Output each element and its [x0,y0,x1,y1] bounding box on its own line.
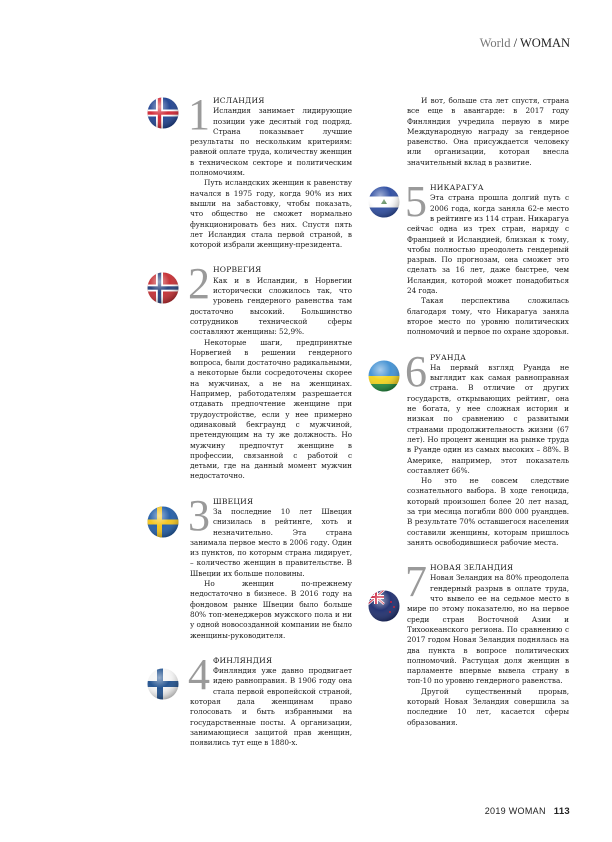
finland-flag-icon [147,668,179,700]
rank-number: 3 [188,490,210,540]
new-zealand-flag-icon [368,590,400,622]
header-separator: / [510,36,520,50]
right-column [407,96,569,728]
paragraph: Путь исландских женщин к равенству начался в 1975 году, когда 90% из них вышли на забастовку, чтобы показать, что общество не сможет нормально функционировать без них. Спустя пять лет Исландия стала первой страной, в которой избрали женщину-президента. [190,178,352,250]
paragraph: Эта страна прошла долгий путь с 2006 года, когда заняла 62-е место в рейтинге из 114 стран. Никарагуа сейчас одна из трех стран, наряду с Францией и Исландией, близкая к тому, чтобы полностью преодолеть гендерный разрыв. По прогнозам, она сможет это сделать за 16 лет, даже быстрее, чем Исландия, которой может понадобиться 24 года. [407,193,569,296]
country-section-finland [188,649,352,749]
paragraph: Исландия занимает лидирующие позиции уже десятый год подряд. Страна показывает лучшие результаты по нескольким критериям: равной оплате труда, количеству женщин в техническом секторе и политическим полномочиям. [190,106,352,178]
paragraph: На первый взгляд Руанда не выглядит как самая равноправная страна. В отличие от других государств, открывающих рейтинг, она не богата, у нее сложная история и низкая по сравнению с развитыми странами продолжительность жизни (67 лет). Но процент женщин на рынке труда в Руанде один из самых высоких – 88%. В Америке, например, этот показатель составляет 66%. [407,362,569,475]
rank-number: 2 [188,259,210,309]
country-title: ШВЕЦИЯ [212,496,254,506]
paragraph: Новая Зеландия на 80% преодолела гендерный разрыв в оплате труда, что вывело ее на седьмое место в мире по этому показателю, но на первое среди стран Восточной Азии и Тихоокеанского региона. По сравнению с 2017 годом Новая Зеландия поднялась на два пункта в вопросе политических полномочий. Растущая доля женщин в парламенте впервые вывела страну в топ-10 по уровню гендерного равенства. [407,573,569,686]
country-title: РУАНДА [429,352,467,362]
nicaragua-flag-icon [368,186,400,218]
section-name: World [479,36,511,50]
issue-label: 2019 WOMAN [484,806,546,816]
rank-number: 1 [188,90,210,139]
country-section-new-zealand [405,557,569,728]
country-title: НОРВЕГИЯ [212,265,262,275]
paragraph: За последние 10 лет Швеция снизилась в рейтинге, хоть и незначительно. Эта страна занимала первое место в 2006 году. Один из пунктов, по которым страна лидирует, – количество женщин в правительстве. В Швеции их больше половины. [190,506,352,578]
paragraph: Но женщин по-прежнему недостаточно в бизнесе. В 2016 году на фондовом рынке Швеции было больше 80% топ-менеджеров мужского пола и ни у одной новосозданной компании не было женщины-руководителя. [190,579,352,640]
rank-number: 5 [405,177,427,227]
paragraph: И вот, больше ста лет спустя, страна все еще в авангарде: в 2017 году Финляндия учредила первую в мире Международную награду за гендерное равенство. Она присуждается человеку или организации, которая внесла значительный вклад в развитие. [407,96,569,167]
paragraph: Финляндия уже давно продвигает идею равноправия. В 1906 году она стала первой европейской страной, которая дала женщинам право голосовать и быть избранными на государственные посты. А организации, занимающиеся защитой прав женщин, появились тут еще в 1880-х. [190,666,352,748]
country-title: НИКАРАГУА [429,183,484,193]
country-section-norway [188,259,352,481]
paragraph: Некоторые шаги, предпринятые Норвегией в решении гендерного вопроса, были достаточно радикальными, а некоторые были сосредоточены скорее на мужчинах, а не на женщинах. Например, работодателям разрешается отдавать предпочтение женщине при трудоустройстве, если у нее примерно одинаковый бекграунд с мужчиной, претендующим на ту же должность. Но мужчину предпочтут женщине в профессии, связанной с работой с детьми, где на данный момент мужчин недостаточно. [190,337,352,481]
iceland-flag-icon [147,97,179,129]
magazine-name: WOMAN [520,36,570,50]
left-column [188,90,352,749]
country-section-iceland [188,90,352,250]
sweden-flag-icon [147,506,179,538]
country-section-nicaragua [405,177,569,337]
paragraph: Другой существенный прорыв, который Новая Зеландия совершила за последние 10 лет, касается сферы образования. [407,686,569,727]
country-title: НОВАЯ ЗЕЛАНДИЯ [429,563,514,573]
page-header [480,36,570,51]
country-title: ИСЛАНДИЯ [212,96,265,105]
norway-flag-icon [147,272,179,304]
country-section-sweden [188,490,352,641]
rank-number: 7 [405,557,427,607]
page-footer [485,806,570,817]
paragraph: Как и в Исландии, в Норвегии исторически сложилось так, что уровень гендерного равенства там достаточно высокий. Большинство сотрудников технической сферы составляют женщины: 52,9%. [190,275,352,337]
country-section-rwanda [405,346,569,549]
rank-number: 6 [405,346,427,396]
paragraph: Такая перспектива сложилась благодаря тому, что Никарагуа заняла второе место по уровню политических полномочий и первое по охране здоровья. [407,296,569,337]
rank-number: 4 [188,649,210,699]
paragraph: Но это не совсем следствие сознательного выбора. В ходе геноцида, который произошел более 20 лет назад, за три месяца погибли 800 000 руандцев. В результате 70% оставшегося населения составили женщины, которым пришлось занять освободившиеся рабочие места. [407,476,569,547]
page-number: 113 [553,806,570,817]
rwanda-flag-icon [368,360,400,392]
country-title: ФИНЛЯНДИЯ [212,655,273,665]
